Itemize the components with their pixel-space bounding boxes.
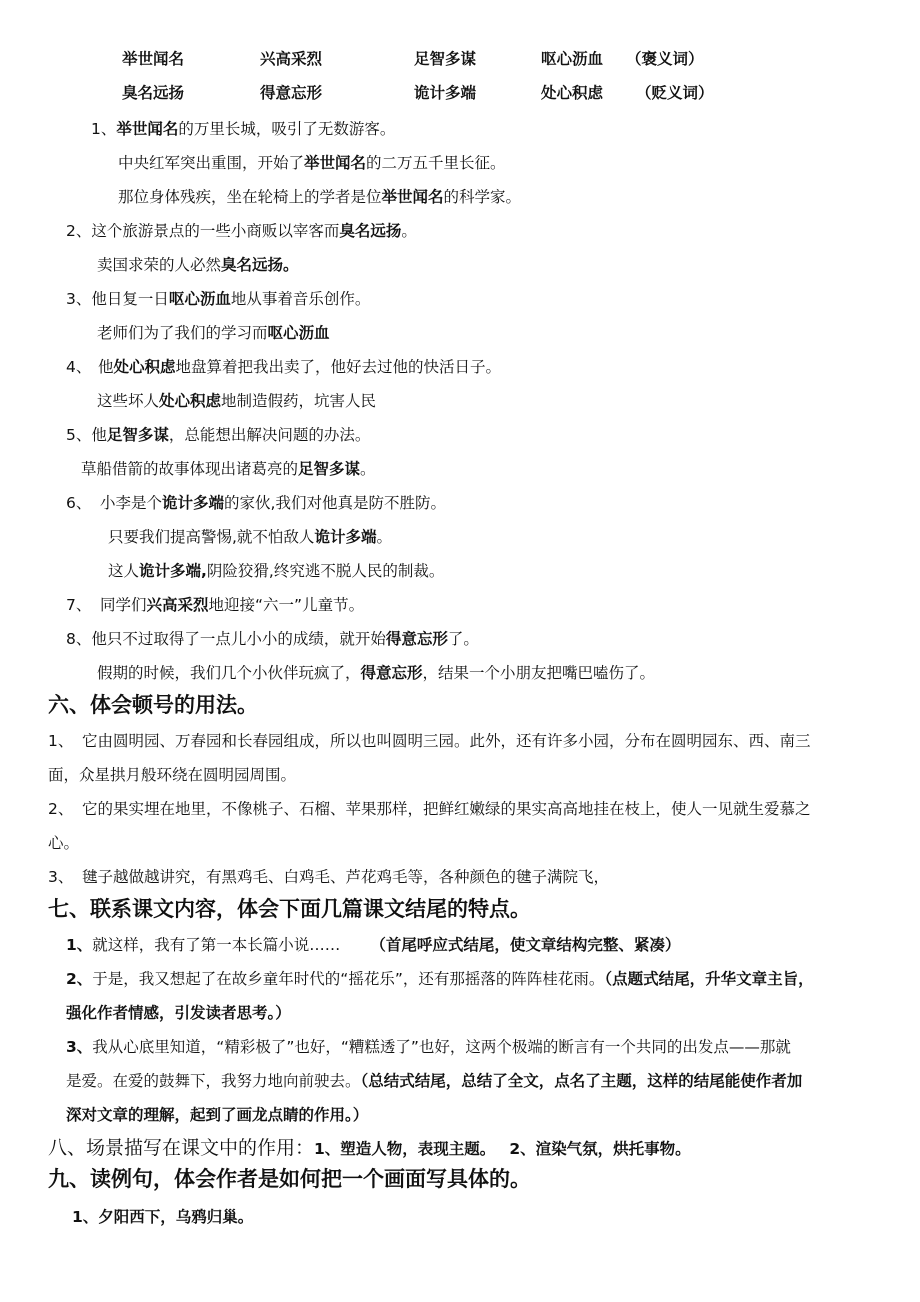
section-6-title: 六、体会顿号的用法。: [48, 693, 258, 717]
example-7a: 7、 同学们兴高采烈地迎接“六一”儿童节。: [66, 596, 365, 614]
idiom-praise-1: 举世闻名: [122, 50, 185, 68]
example-8a: 8、他只不过取得了一点儿小小的成绩，就开始得意忘形了。: [66, 630, 479, 648]
idiom-derogatory-2: 得意忘形: [260, 84, 323, 102]
example-6c: 这人诡计多端,阴险狡猾,终究逃不脱人民的制裁。: [108, 562, 445, 580]
idiom-derogatory-4: 处心积虑: [541, 84, 604, 102]
section-7-item-3-cont2: 深对文章的理解，起到了画龙点睛的作用。）: [66, 1106, 369, 1124]
example-4a: 4、 他处心积虑地盘算着把我出卖了，他好去过他的快活日子。: [66, 358, 502, 376]
section-9-item-1: 1、夕阳西下，乌鸦归巢。: [72, 1208, 254, 1226]
example-5b: 草船借箭的故事体现出诸葛亮的足智多谋。: [81, 460, 376, 478]
example-6a: 6、 小李是个诡计多端的家伙,我们对他真是防不胜防。: [66, 494, 446, 512]
example-3a: 3、他日复一日呕心沥血地从事着音乐创作。: [66, 290, 371, 308]
example-5a: 5、他足智多谋，总能想出解决问题的办法。: [66, 426, 371, 444]
idiom-praise-4: 呕心沥血: [541, 50, 604, 68]
section-6-item-1: 1、 它由圆明园、万春园和长春园组成，所以也叫圆明三园。此外，还有许多小园，分布在圆明园东、西、南三: [48, 732, 811, 750]
idiom-derogatory-label: （贬义词）: [636, 84, 714, 102]
section-6-item-1-cont: 面，众星拱月般环绕在圆明园周围。: [48, 766, 297, 784]
idiom-praise-2: 兴高采烈: [260, 50, 323, 68]
section-6-item-2-cont: 心。: [48, 834, 80, 852]
example-4b: 这些坏人处心积虑地制造假药，坑害人民: [97, 392, 377, 410]
section-7-title: 七、联系课文内容，体会下面几篇课文结尾的特点。: [48, 897, 531, 921]
example-8b: 假期的时候，我们几个小伙伴玩疯了，得意忘形，结果一个小朋友把嘴巴嗑伤了。: [97, 664, 656, 682]
idiom-praise-label: （褒义词）: [626, 50, 704, 68]
section-6-item-2: 2、 它的果实埋在地里，不像桃子、石榴、苹果那样，把鲜红嫩绿的果实高高地挂在枝上，使人一见就生爱慕之: [48, 800, 811, 818]
example-6b: 只要我们提高警惕,就不怕敌人诡计多端。: [108, 528, 392, 546]
section-8: 八、场景描写在课文中的作用：1、塑造人物，表现主题。 2、渲染气氛，烘托事物。: [48, 1137, 691, 1159]
idiom-praise-3: 足智多谋: [414, 50, 477, 68]
section-6-item-3: 3、 毽子越做越讲究，有黑鸡毛、白鸡毛、芦花鸡毛等，各种颜色的毽子满院飞，: [48, 868, 610, 886]
example-2a: 2、这个旅游景点的一些小商贩以宰客而臭名远扬。: [66, 222, 417, 240]
example-1a: 1、举世闻名的万里长城，吸引了无数游客。: [91, 120, 396, 138]
section-7-item-3: 3、我从心底里知道，“精彩极了”也好，“糟糕透了”也好，这两个极端的断言有一个共同的出发点——那就: [66, 1038, 791, 1056]
example-1b: 中央红军突出重围，开始了举世闻名的二万五千里长征。: [118, 154, 506, 172]
example-2b: 卖国求荣的人必然臭名远扬。: [97, 256, 299, 274]
section-9-title: 九、读例句，体会作者是如何把一个画面写具体的。: [48, 1167, 531, 1191]
section-7-item-1: 1、就这样，我有了第一本长篇小说…… （首尾呼应式结尾，使文章结构完整、紧凑）: [66, 936, 681, 954]
section-7-item-3-cont: 是爱。在爱的鼓舞下，我努力地向前驶去。（总结式结尾，总结了全文，点名了主题，这样的结尾能使作者加: [66, 1072, 803, 1090]
section-7-item-2: 2、于是，我又想起了在故乡童年时代的“摇花乐”，还有那摇落的阵阵桂花雨。（点题式结尾，升华文章主旨，: [66, 970, 814, 988]
section-7-item-2-cont: 强化作者情感，引发读者思考。）: [66, 1004, 291, 1022]
example-3b: 老师们为了我们的学习而呕心沥血: [97, 324, 330, 342]
idiom-derogatory-1: 臭名远扬: [122, 84, 185, 102]
idiom-derogatory-3: 诡计多端: [414, 84, 477, 102]
example-1c: 那位身体残疾，坐在轮椅上的学者是位举世闻名的科学家。: [118, 188, 522, 206]
